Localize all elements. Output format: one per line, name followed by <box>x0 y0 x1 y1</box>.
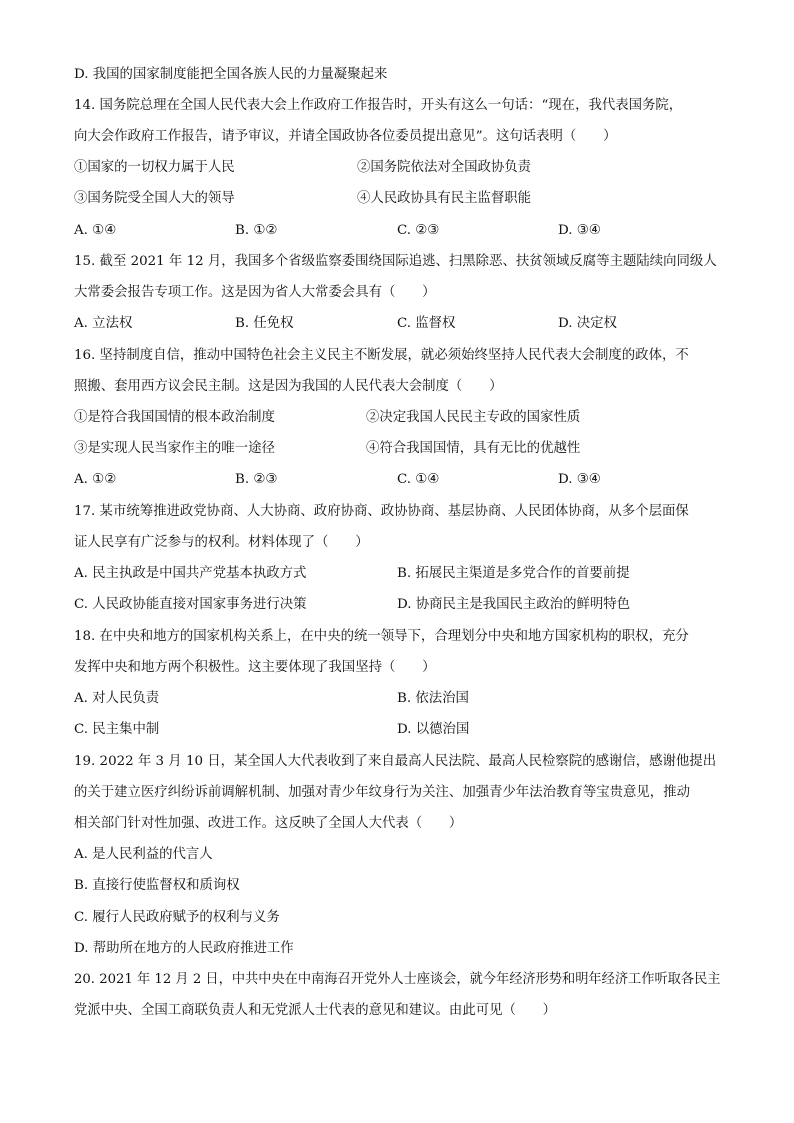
q14-statement-3: ③国务院受全国人大的领导 <box>74 191 235 206</box>
q16-option-c: C. ①④ <box>397 472 440 487</box>
q18-stem-line-2: 发挥中央和地方两个积极性。这主要体现了我国坚持（ ） <box>74 660 436 675</box>
q18-option-c: C. 民主集中制 <box>74 722 160 737</box>
q17-option-a: A. 民主执政是中国共产党基本执政方式 <box>74 566 307 581</box>
q16-stem-line-1: 16. 坚持制度自信，推动中国特色社会主义民主不断发展，就必须始终坚持人民代表大会制度的政体，不 <box>74 348 689 363</box>
q14-option-b: B. ①② <box>235 223 278 238</box>
q14-statement-2: ②国务院依法对全国政协负责 <box>357 160 532 175</box>
q19-option-d: D. 帮助所在地方的人民政府推进工作 <box>74 941 294 956</box>
q15-option-a: A. 立法权 <box>74 316 133 331</box>
q14-statement-1: ①国家的一切权力属于人民 <box>74 160 235 175</box>
q18-option-b: B. 依法治国 <box>397 691 469 706</box>
q17-stem-line-2: 证人民享有广泛参与的权利。材料体现了（ ） <box>74 535 369 550</box>
q15-stem-line-1: 15. 截至 2021 年 12 月，我国多个省级监察委围绕国际追逃、扫黑除恶、扶贫领域反腐等主题陆续向同级人 <box>74 254 717 269</box>
q15-option-c: C. 监督权 <box>397 316 456 331</box>
q16-option-b: B. ②③ <box>235 472 278 487</box>
q16-option-a: A. ①② <box>74 472 117 487</box>
q16-statement-2: ②决定我国人民民主专政的国家性质 <box>366 410 581 425</box>
q17-stem-line-1: 17. 某市统筹推进政党协商、人大协商、政府协商、政协协商、基层协商、人民团体协商，从多个层面保 <box>74 504 689 519</box>
q18-option-d: D. 以德治国 <box>397 722 470 737</box>
q19-option-c: C. 履行人民政府赋予的权利与义务 <box>74 910 280 925</box>
q19-stem-line-3: 相关部门针对性加强、改进工作。这反映了全国人大代表（ ） <box>74 816 463 831</box>
q19-stem-line-2: 的关于建立医疗纠纷诉前调解机制、加强对青少年纹身行为关注、加强青少年法治教育等宝贵意见，推动 <box>74 785 690 800</box>
q19-option-b: B. 直接行使监督权和质询权 <box>74 878 240 893</box>
q14-statement-4: ④人民政协具有民主监督职能 <box>357 191 532 206</box>
q15-option-b: B. 任免权 <box>235 316 294 331</box>
q19-option-a: A. 是人民利益的代言人 <box>74 847 213 862</box>
q16-statement-4: ④符合我国国情，具有无比的优越性 <box>366 441 581 456</box>
q15-stem-line-2: 大常委会报告专项工作。这是因为省人大常委会具有（ ） <box>74 285 436 300</box>
q17-option-c: C. 人民政协能直接对国家事务进行决策 <box>74 597 307 612</box>
q15-option-d: D. 决定权 <box>558 316 617 331</box>
q16-option-d: D. ③④ <box>558 472 601 487</box>
q16-statement-1: ①是符合我国国情的根本政治制度 <box>74 410 275 425</box>
q18-option-a: A. 对人民负责 <box>74 691 160 706</box>
prev-question-option-d: D. 我国的国家制度能把全国各族人民的力量凝聚起来 <box>74 67 388 82</box>
q19-stem-line-1: 19. 2022 年 3 月 10 日，某全国人大代表收到了来自最高人民法院、最高人民检察院的感谢信，感谢他提出 <box>74 754 717 769</box>
q17-option-b: B. 拓展民主渠道是多党合作的首要前提 <box>397 566 630 581</box>
q17-option-d: D. 协商民主是我国民主政治的鲜明特色 <box>397 597 631 612</box>
q20-stem-line-1: 20. 2021 年 12 月 2 日，中共中央在中南海召开党外人士座谈会，就今年经济形势和明年经济工作听取各民主 <box>74 972 721 987</box>
q14-option-a: A. ①④ <box>74 223 117 238</box>
q14-stem-line-1: 14. 国务院总理在全国人民代表大会上作政府工作报告时，开头有这么一句话：“现在，我代表国务院， <box>74 98 683 113</box>
q16-statement-3: ③是实现人民当家作主的唯一途径 <box>74 441 275 456</box>
q20-stem-line-2: 党派中央、全国工商联负责人和无党派人士代表的意见和建议。由此可见（ ） <box>74 1003 557 1018</box>
q14-option-c: C. ②③ <box>397 223 440 238</box>
q16-stem-line-2: 照搬、套用西方议会民主制。这是因为我国的人民代表大会制度（ ） <box>74 379 503 394</box>
q14-stem-line-2: 向大会作政府工作报告，请予审议，并请全国政协各位委员提出意见”。这句话表明（ ） <box>74 129 617 144</box>
q14-option-d: D. ③④ <box>558 223 601 238</box>
q18-stem-line-1: 18. 在中央和地方的国家机构关系上，在中央的统一领导下，合理划分中央和地方国家机构的职权，充分 <box>74 629 689 644</box>
